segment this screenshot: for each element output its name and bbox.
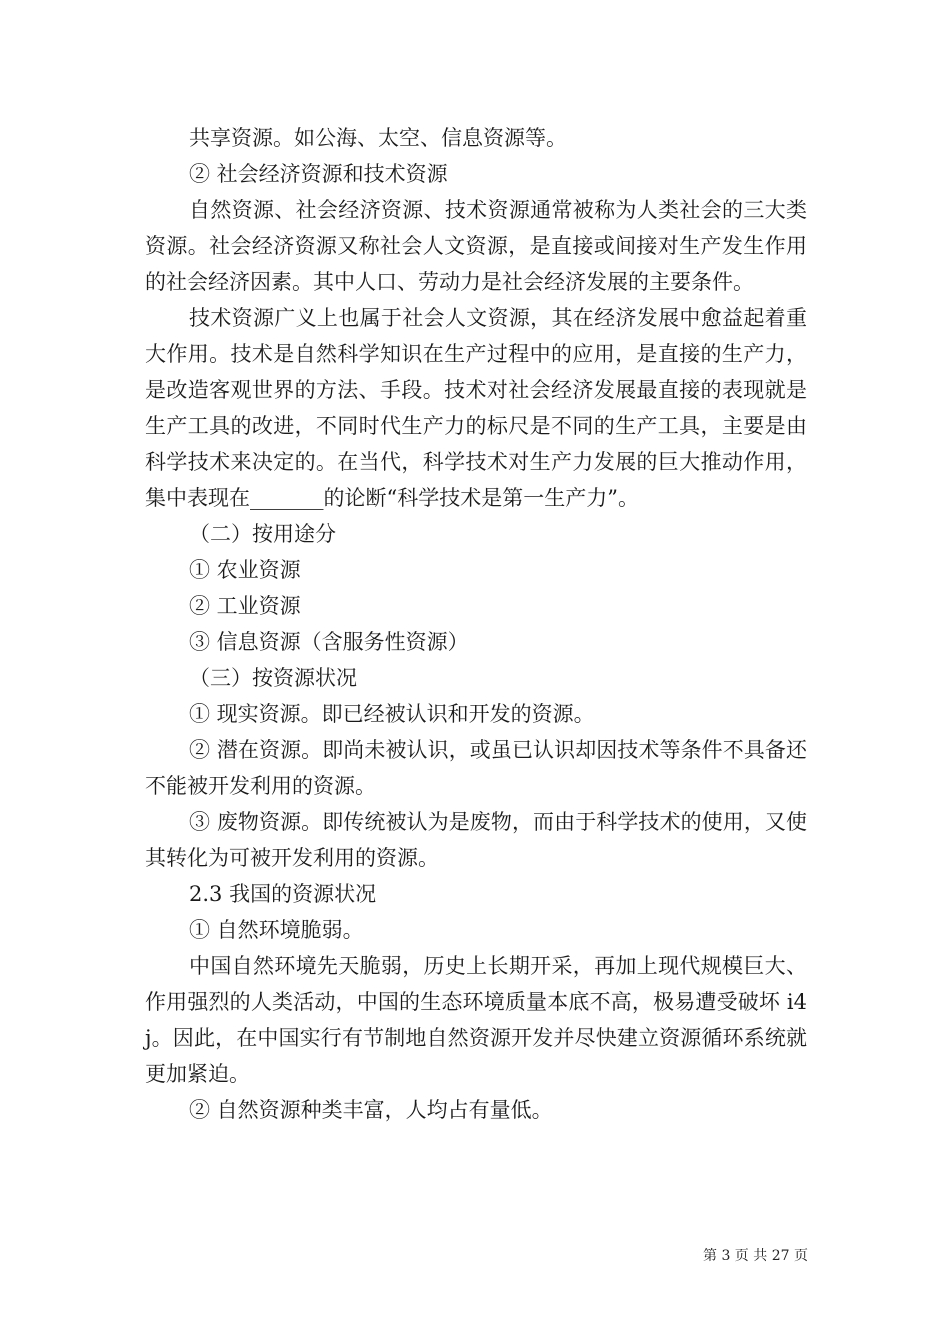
paragraph: 共享资源。如公海、太空、信息资源等。 xyxy=(189,126,567,150)
page-number-footer: 第 3 页 共 27 页 xyxy=(703,1248,808,1264)
list-item: ① 现实资源。即已经被认识和开发的资源。 xyxy=(189,702,595,726)
section-heading: （二）按用途分 xyxy=(189,522,336,546)
list-item: ③ 废物资源。即传统被认为是废物，而由于科学技术的使用，又使其转化为可被开发利用的资源。 xyxy=(145,810,807,870)
list-item: ② 工业资源 xyxy=(189,594,301,618)
section-heading: ② 社会经济资源和技术资源 xyxy=(189,162,448,186)
paragraph: 技术资源广义上也属于社会人文资源，其在经济发展中愈益起着重大作用。技术是自然科学知识在生产过程中的应用，是直接的生产力，是改造客观世界的方法、手段。技术对社会经济发展最直接的表现就是生产工具的改进，不同时代生产力的标尺是不同的生产工具，主要是由科学技术来决定的。在当代，科学技术对生产力发展的巨大推动作用，集中表现在_______的论断“科学技术是第一生产力”。 xyxy=(145,306,807,510)
paragraph: 自然资源、社会经济资源、技术资源通常被称为人类社会的三大类资源。社会经济资源又称社会人文资源，是直接或间接对生产发生作用的社会经济因素。其中人口、劳动力是社会经济发展的主要条件。 xyxy=(145,198,807,294)
section-heading: （三）按资源状况 xyxy=(189,666,357,690)
list-item: ① 农业资源 xyxy=(189,558,301,582)
list-item: ③ 信息资源（含服务性资源） xyxy=(189,630,469,654)
section-heading: 2.3 我国的资源状况 xyxy=(189,882,377,906)
list-item: ① 自然环境脆弱。 xyxy=(189,918,364,942)
document-body xyxy=(145,120,807,1128)
list-item: ② 潜在资源。即尚未被认识，或虽已认识却因技术等条件不具备还不能被开发利用的资源。 xyxy=(145,738,807,798)
paragraph: 中国自然环境先天脆弱，历史上长期开采，再加上现代规模巨大、作用强烈的人类活动，中国的生态环境质量本底不高，极易遭受破坏 i4j。因此，在中国实行有节制地自然资源开发并尽快建立资源循环系统就更加紧迫。 xyxy=(145,954,807,1086)
list-item: ② 自然资源种类丰富，人均占有量低。 xyxy=(189,1098,553,1122)
